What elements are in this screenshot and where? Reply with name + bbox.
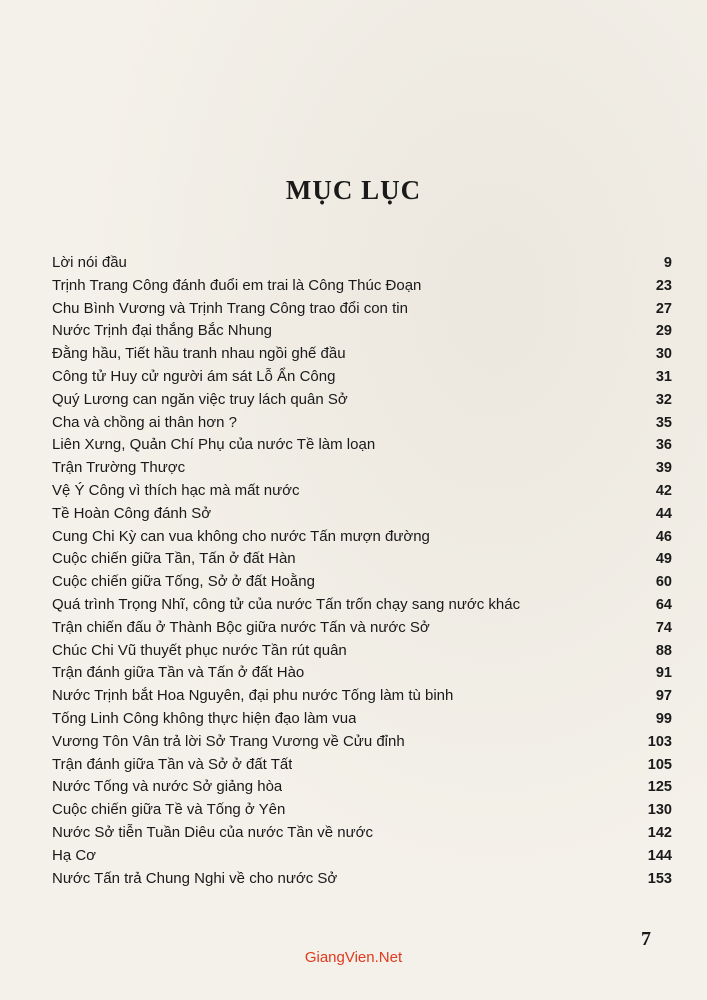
toc-entry: [52, 526, 672, 549]
toc-entry-title: Nước Sở tiễn Tuần Diêu của nước Tần về nước: [52, 823, 373, 841]
toc-entry-page: 30: [655, 346, 672, 363]
toc-entry-page: 97: [655, 688, 672, 705]
toc-entry-page: 142: [647, 824, 672, 841]
toc-entry: [52, 799, 672, 822]
toc-entry-title: Cung Chi Kỳ can vua không cho nước Tấn mượn đường: [52, 527, 430, 545]
toc-entry: [52, 389, 672, 412]
toc-entry: [52, 480, 672, 503]
toc-entry: [52, 731, 672, 754]
toc-entry-page: 64: [655, 596, 672, 613]
toc-entry-title: Vệ Ý Công vì thích hạc mà mất nước: [52, 481, 300, 499]
toc-entry-page: 42: [655, 482, 672, 499]
toc-entry: [52, 457, 672, 480]
toc-entry-title: Công tử Huy cử người ám sát Lỗ Ẩn Công: [52, 367, 336, 385]
toc-entry: [52, 548, 672, 571]
toc-entry-page: 35: [655, 414, 672, 431]
toc-entry: [52, 503, 672, 526]
toc-entry-title: Trận Trường Thược: [52, 459, 186, 477]
toc-entry-page: 39: [655, 460, 672, 477]
toc-entry-title: Cha và chồng ai thân hơn ?: [52, 413, 237, 431]
toc-entry-page: 105: [647, 756, 672, 773]
toc-entry-title: Cuộc chiến giữa Tề và Tống ở Yên: [52, 801, 286, 819]
toc-entry-page: 9: [663, 255, 672, 271]
toc-entry-page: 91: [655, 665, 672, 682]
toc-entry: [52, 662, 672, 685]
toc-entry: [52, 617, 672, 640]
toc-entry: [52, 571, 672, 594]
toc-entry: [52, 685, 672, 708]
toc-entry-page: 46: [655, 528, 672, 545]
toc-entry-title: Tống Linh Công không thực hiện đạo làm vua: [52, 709, 357, 727]
toc-entry-title: Cuộc chiến giữa Tần, Tấn ở đất Hàn: [52, 550, 296, 568]
toc-entry-page: 125: [647, 779, 672, 796]
toc-entry: [52, 320, 672, 343]
toc-entry-page: 36: [655, 437, 672, 454]
toc-entry-page: 99: [655, 710, 672, 727]
toc-entry-title: Nước Trịnh bắt Hoa Nguyên, đại phu nước Tống làm tù binh: [52, 687, 454, 705]
toc-entry: [52, 275, 672, 298]
toc-entry: [52, 822, 672, 845]
toc-entry-title: Quý Lương can ngăn việc truy lách quân Sở: [52, 390, 348, 408]
toc-entry-page: 29: [655, 323, 672, 340]
toc-entry: [52, 754, 672, 777]
toc-entry-title: Vương Tôn Vân trả lời Sở Trang Vương về Cửu đỉnh: [52, 732, 405, 750]
toc-entry-page: 103: [647, 733, 672, 750]
page-number: 7: [641, 928, 651, 950]
toc-entry-page: 153: [647, 870, 672, 887]
toc-entry-page: 27: [655, 300, 672, 317]
toc-entry-page: 31: [655, 368, 672, 385]
toc-entry-title: Trịnh Trang Công đánh đuổi em trai là Công Thúc Đoạn: [52, 276, 422, 294]
toc-entry-title: Đằng hầu, Tiết hầu tranh nhau ngồi ghế đầu: [52, 345, 346, 363]
toc-entry: [52, 252, 672, 275]
toc-entry-title: Cuộc chiến giữa Tống, Sở ở đất Hoằng: [52, 573, 315, 591]
toc-entry-page: 60: [655, 574, 672, 591]
toc-entry-title: Trận đánh giữa Tần và Tấn ở đất Hào: [52, 664, 305, 682]
toc-entry: [52, 434, 672, 457]
toc-entry-title: Chúc Chi Vũ thuyết phục nước Tần rút quân: [52, 641, 347, 659]
toc-entry-page: 23: [655, 277, 672, 294]
toc-entry: [52, 298, 672, 321]
toc-entry-title: Hạ Cơ: [52, 846, 97, 864]
toc-entry-page: 88: [655, 642, 672, 659]
toc-entry: [52, 640, 672, 663]
toc-entry-title: Chu Bình Vương và Trịnh Trang Công trao đổi con tin: [52, 299, 408, 317]
toc-entry: [52, 412, 672, 435]
toc-entry-page: 49: [655, 551, 672, 568]
toc-entry-title: Nước Tấn trả Chung Nghi về cho nước Sở: [52, 869, 338, 887]
toc-entry-title: Trận chiến đấu ở Thành Bộc giữa nước Tấn và nước Sở: [52, 618, 430, 636]
toc-entry-title: Quá trình Trọng Nhĩ, công tử của nước Tấn trốn chạy sang nước khác: [52, 595, 521, 613]
page-title: MỤC LỤC: [285, 175, 422, 205]
toc-entry-title: Nước Trịnh đại thắng Bắc Nhung: [52, 322, 272, 340]
toc-entry-title: Liên Xưng, Quản Chí Phụ của nước Tề làm loạn: [52, 436, 376, 454]
toc-entry: [52, 868, 672, 891]
toc-entry: [52, 776, 672, 799]
table-of-contents: [52, 252, 672, 890]
toc-entry: [52, 343, 672, 366]
toc-entry-page: 144: [647, 847, 672, 864]
toc-entry-title: Nước Tống và nước Sở giảng hòa: [52, 778, 283, 796]
toc-entry: [52, 594, 672, 617]
toc-entry-page: 44: [655, 505, 672, 522]
toc-entry-title: Lời nói đầu: [52, 254, 127, 271]
toc-entry-page: 32: [655, 391, 672, 408]
watermark: GiangVien.Net: [304, 949, 403, 966]
toc-entry: [52, 708, 672, 731]
toc-entry-page: 74: [655, 619, 672, 636]
toc-entry: [52, 366, 672, 389]
toc-entry-title: Trận đánh giữa Tần và Sở ở đất Tất: [52, 755, 293, 773]
toc-entry-title: Tề Hoàn Công đánh Sở: [52, 504, 212, 522]
toc-entry-page: 130: [647, 802, 672, 819]
toc-entry: [52, 845, 672, 868]
